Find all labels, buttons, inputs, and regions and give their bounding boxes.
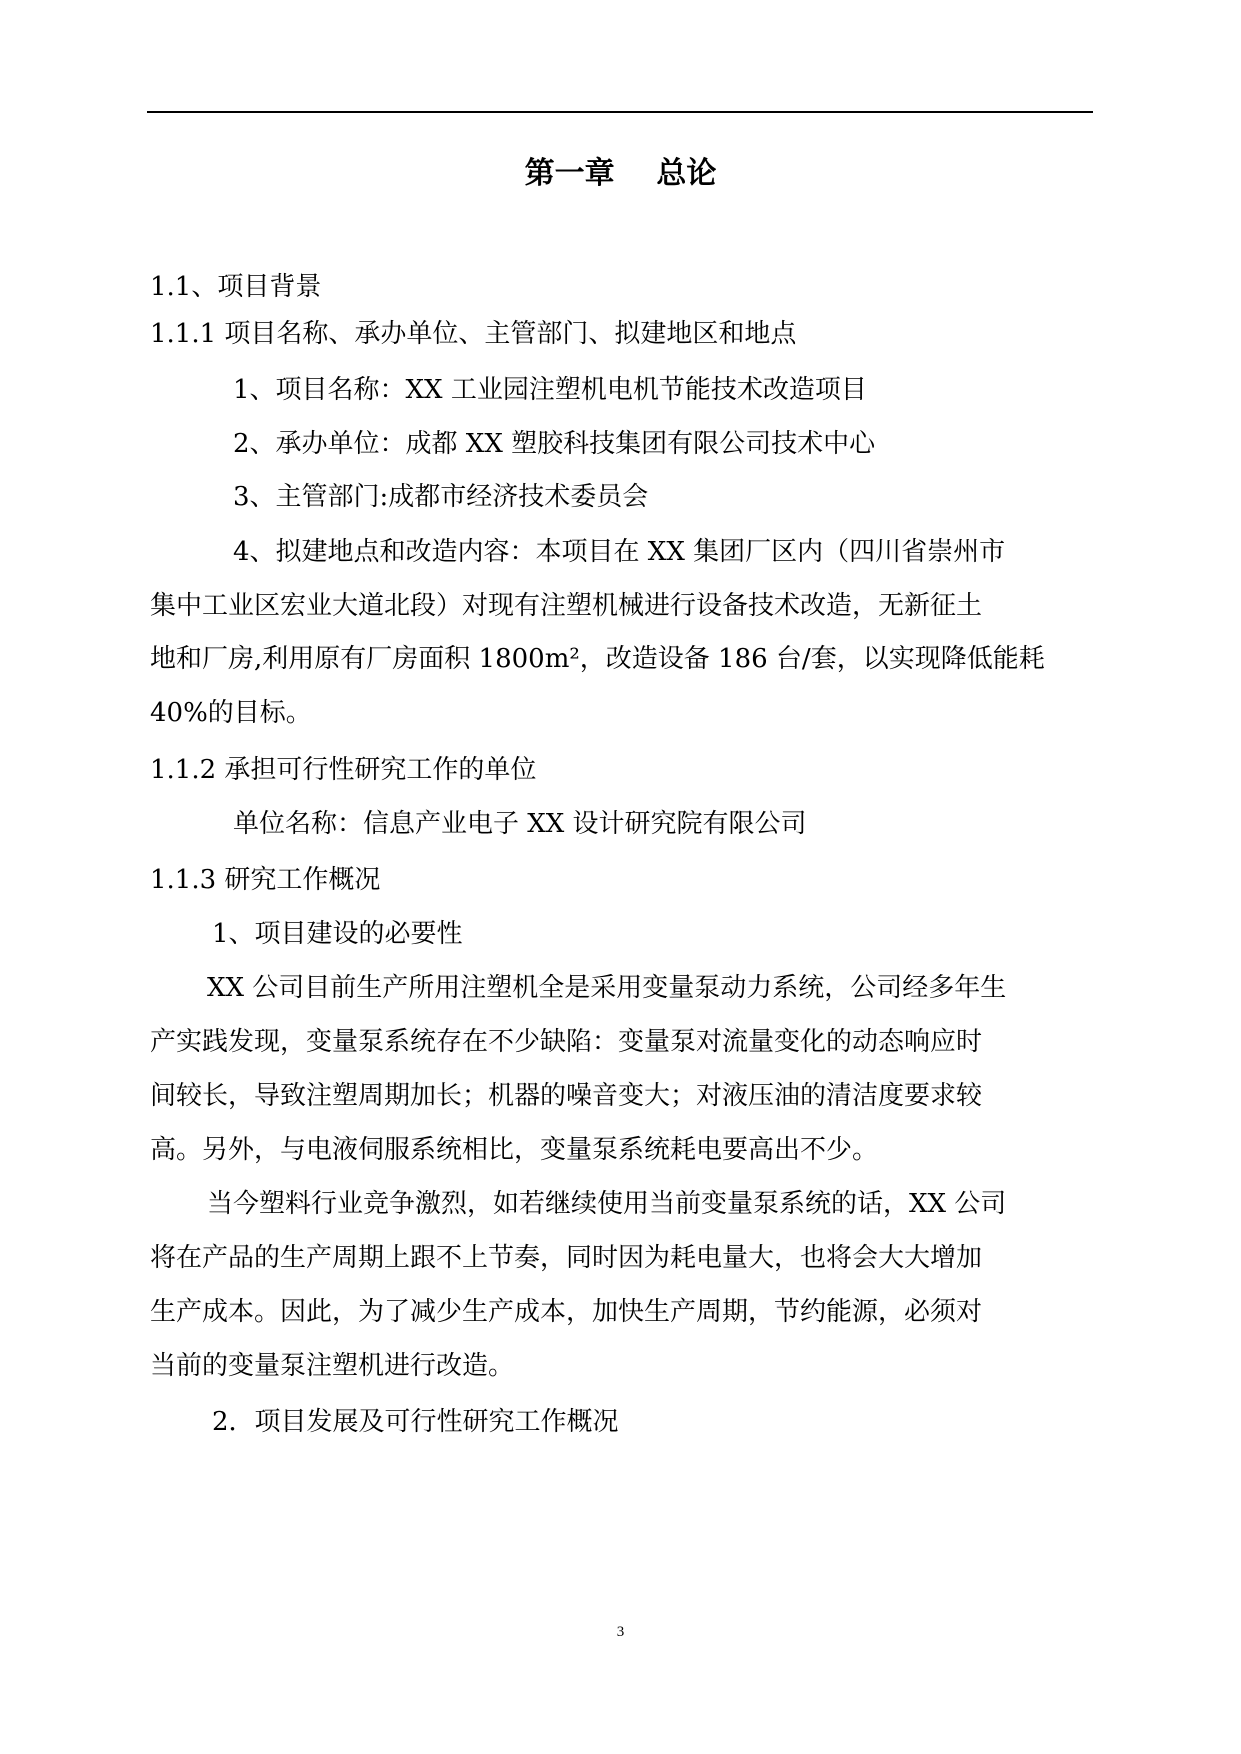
page-number: 3 (616, 1624, 625, 1640)
paragraph-line: 4、拟建地点和改造内容：本项目在 XX 集团厂区内（四川省崇州市 (233, 537, 1006, 567)
list-item: 1、项目名称：XX 工业园注塑机电机节能技术改造项目 (233, 375, 867, 405)
list-item: 单位名称：信息产业电子 XX 设计研究院有限公司 (233, 809, 807, 839)
subsection-heading: 1.1.2 承担可行性研究工作的单位 (150, 755, 537, 785)
list-item: 2．项目发展及可行性研究工作概况 (212, 1407, 619, 1437)
subsection-heading: 1.1.1 项目名称、承办单位、主管部门、拟建地区和地点 (150, 319, 797, 349)
paragraph-line: 生产成本。因此，为了减少生产成本，加快生产周期，节约能源，必须对 (150, 1297, 983, 1327)
section-heading: 1.1、项目背景 (150, 272, 322, 302)
list-item: 3、主管部门:成都市经济技术委员会 (233, 482, 649, 512)
paragraph-line: 地和厂房,利用原有厂房面积 1800m²，改造设备 186 台/套，以实现降低能耗 (150, 644, 1045, 674)
list-item: 1、项目建设的必要性 (212, 919, 463, 949)
paragraph-line: 产实践发现，变量泵系统存在不少缺陷：变量泵对流量变化的动态响应时 (150, 1027, 983, 1057)
paragraph-line: 当今塑料行业竞争激烈，如若继续使用当前变量泵系统的话，XX 公司 (207, 1189, 1007, 1219)
paragraph-line: 40%的目标。 (150, 698, 312, 728)
header-rule (147, 111, 1093, 113)
list-item: 2、承办单位：成都 XX 塑胶科技集团有限公司技术中心 (233, 429, 876, 459)
paragraph-line: 当前的变量泵注塑机进行改造。 (150, 1351, 515, 1381)
paragraph-line: 集中工业区宏业大道北段）对现有注塑机械进行设备技术改造，无新征土 (150, 591, 983, 621)
paragraph-line: 将在产品的生产周期上跟不上节奏，同时因为耗电量大，也将会大大增加 (150, 1243, 983, 1273)
chapter-title: 第一章 总论 (524, 156, 717, 191)
paragraph-line: 间较长，导致注塑周期加长；机器的噪音变大；对液压油的清洁度要求较 (150, 1081, 983, 1111)
paragraph-line: 高。另外，与电液伺服系统相比，变量泵系统耗电要高出不少。 (150, 1135, 879, 1165)
paragraph-line: XX 公司目前生产所用注塑机全是采用变量泵动力系统，公司经多年生 (207, 973, 1007, 1003)
subsection-heading: 1.1.3 研究工作概况 (150, 865, 381, 895)
